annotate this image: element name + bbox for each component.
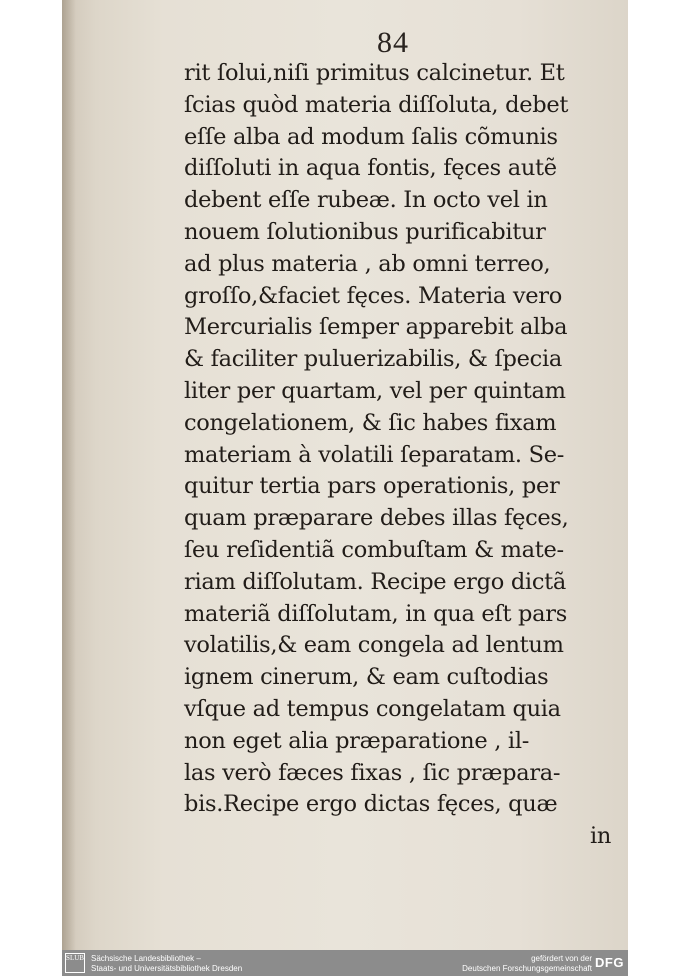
text-line: debent eſſe rubeæ. In octo vel in (184, 187, 548, 214)
text-line: congelationem, & ſic habes fixam (184, 409, 557, 436)
text-line: groſſo,&faciet fęces. Materia vero (184, 282, 563, 309)
slub-logo-icon[interactable]: SLUB (65, 953, 85, 973)
funder-credit (462, 954, 592, 974)
dfg-logo-icon[interactable]: DFG (595, 955, 624, 970)
text-line: quitur tertia pars operationis, per (184, 473, 560, 500)
text-line: diſſoluti in aqua fontis, fęces autẽ (184, 155, 557, 182)
library-name-line2: Staats- und Universitätsbibliothek Dresden (91, 964, 243, 973)
text-line: bis.Recipe ergo dictas fęces, quæ (184, 791, 558, 818)
text-line: materiã diſſolutam, in qua eſt pars (184, 600, 567, 627)
funder-line2: Deutschen Forschungsgemeinschaft (462, 964, 592, 973)
text-line: materiam à volatili ſeparatam. Se- (184, 441, 565, 468)
text-line: eſſe alba ad modum ſalis cõmunis (184, 123, 558, 150)
text-line: riam diſſolutam. Recipe ergo dictã (184, 568, 566, 595)
page-text-block (184, 58, 624, 853)
text-line: volatilis,& eam congela ad lentum (184, 632, 564, 659)
text-line: rit ſolui,niſi primitus calcinetur. Et (184, 60, 565, 86)
text-line: nouem ſolutionibus purificabitur (184, 218, 546, 245)
scanned-page (62, 0, 628, 950)
text-line: ignem cinerum, & eam cuſtodias (184, 664, 549, 691)
text-line: quam præparare debes illas fęces, (184, 505, 569, 532)
text-line: Mercurialis ſemper apparebit alba (184, 314, 568, 341)
text-line: & faciliter puluerizabilis, & ſpecia (184, 346, 562, 373)
funder-line1: gefördert von der (531, 954, 592, 963)
text-line-catchword: in (590, 823, 612, 850)
text-line: ad plus materia , ab omni terreo, (184, 250, 551, 277)
text-line: liter per quartam, vel per quintam (184, 377, 566, 404)
text-line: non eget alia præparatione , il- (184, 727, 530, 754)
library-credit (91, 954, 242, 974)
text-line: vſque ad tempus congelatam quia (184, 695, 561, 722)
library-name-line1: Sächsische Landesbibliothek – (91, 954, 201, 963)
text-line: ſcias quòd materia diſſoluta, debet (184, 91, 569, 118)
footer-bar (62, 950, 628, 976)
text-line: las verò fæces fixas , ſic præpara- (184, 759, 561, 786)
text-line: ſeu reſidentiã combuſtam & mate- (184, 536, 564, 563)
page-number: 84 (377, 26, 409, 59)
binding-shadow (62, 0, 76, 950)
